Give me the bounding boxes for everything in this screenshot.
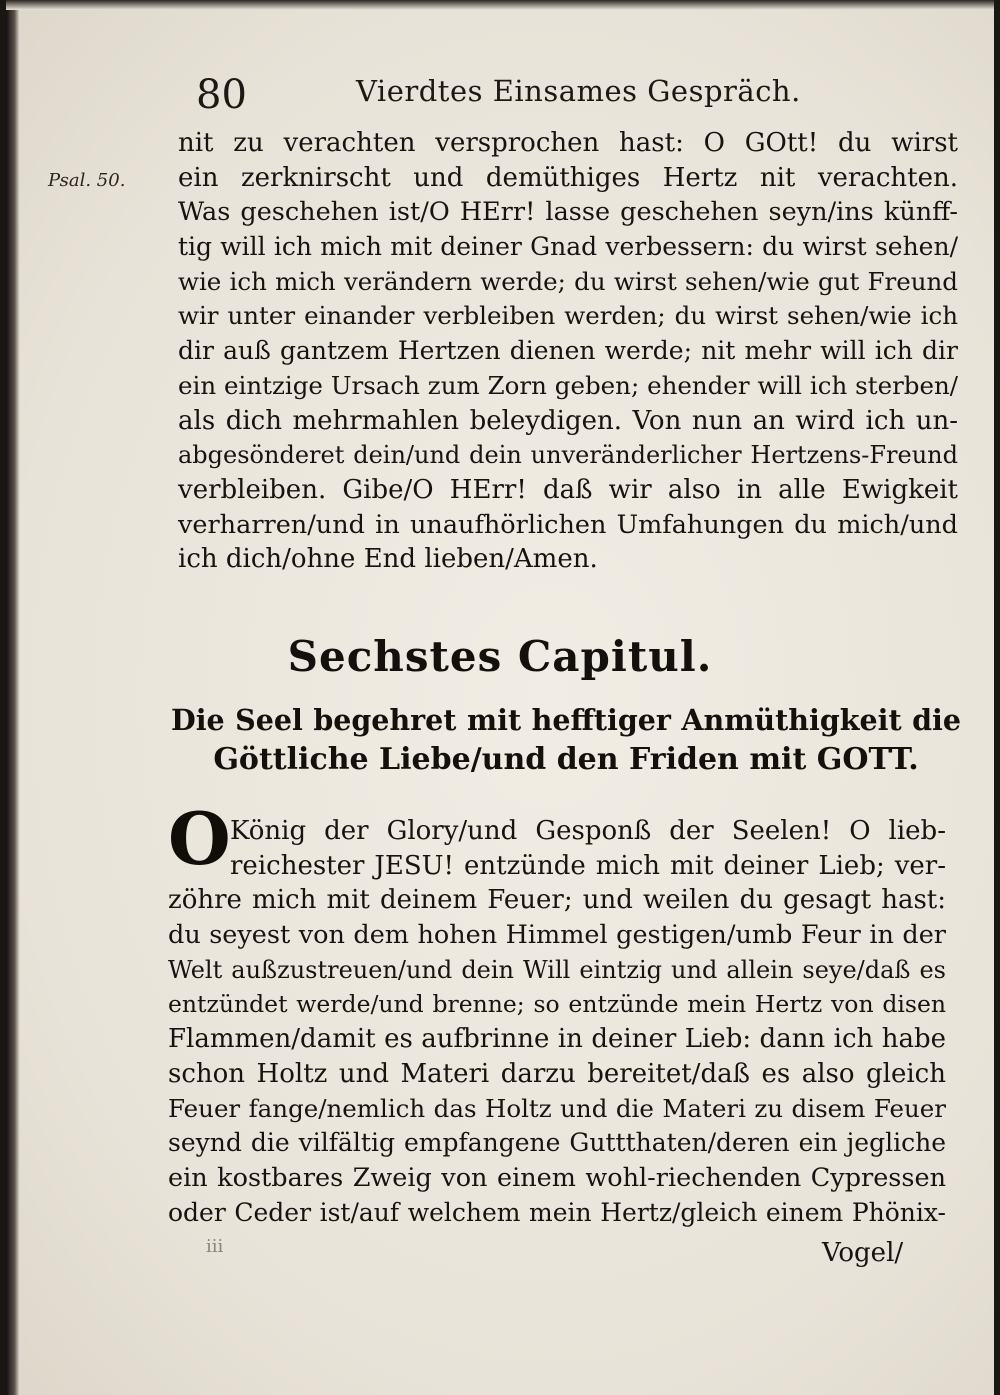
chapter-subtitle <box>171 700 961 780</box>
text-line: ein zerknirscht und demüthiges Hertz nit verachten. <box>178 162 958 193</box>
text-line: verharren/und in unaufhörlichen Umfahungen du mich/und <box>178 509 958 540</box>
text-line: reichester JESU! entzünde mich mit deiner Lieb; ver- <box>230 850 946 881</box>
subtitle-line: Die Seel begehret mit hefftiger Anmüthigkeit die <box>171 703 961 737</box>
text-line: König der Glory/und Gesponß der Seelen! O lieb- <box>230 816 946 846</box>
text-line: nit zu verachten versprochen hast: O GOtt! du wirst <box>178 128 958 158</box>
drop-cap-initial: O <box>168 796 231 881</box>
text-line: zöhre mich mit deinem Feuer; und weilen du gesagt hast: <box>168 885 946 916</box>
page-number: 80 <box>196 72 247 118</box>
text-line: oder Ceder ist/auf welchem mein Hertz/gleich einem Phönix- <box>168 1197 946 1227</box>
text-line: Was geschehen ist/O HErr! lasse geschehen seyn/ins künff- <box>178 197 958 228</box>
text-line: als dich mehrmahlen beleydigen. Von nun an wird ich un- <box>178 405 958 436</box>
text-line: abgesönderet dein/und dein unveränderlicher Hertzens-Freund <box>178 441 958 470</box>
text-line: verbleiben. Gibe/O HErr! daß wir also in alle Ewigkeit <box>178 474 958 505</box>
paragraph-2 <box>168 814 946 1230</box>
catchword: Vogel/ <box>822 1238 904 1268</box>
text-line: wir unter einander verbleiben werden; du wirst sehen/wie ich <box>178 301 958 331</box>
text-line: Feuer fange/nemlich das Holtz und die Materi zu disem Feuer <box>168 1093 946 1123</box>
text-line: entzündet werde/und brenne; so entzünde mein Hertz von disen <box>168 990 946 1019</box>
stray-mark: iii <box>206 1236 224 1257</box>
text-line: Flammen/damit es aufbrinne in deiner Lieb: dann ich habe <box>168 1024 946 1055</box>
text-line: tig will ich mich mit deiner Gnad verbessern: du wirst sehen/ <box>178 232 958 262</box>
paragraph-1 <box>178 126 958 577</box>
running-head: Vierdtes Einsames Gespräch. <box>356 74 801 108</box>
text-line: ich dich/ohne End lieben/Amen. <box>178 544 598 575</box>
text-line: wie ich mich verändern werde; du wirst sehen/wie gut Freund <box>178 266 958 296</box>
text-line: dir auß gantzem Hertzen dienen werde; nit mehr will ich dir <box>178 336 958 366</box>
page-top-edge-shadow <box>6 0 994 10</box>
book-page <box>6 0 994 1395</box>
marginal-note: Psal. 50. <box>48 170 126 191</box>
page-header <box>196 72 816 122</box>
page-left-edge-shadow <box>6 0 20 1395</box>
text-line: du seyest von dem hohen Himmel gestigen/umb Feur in der <box>168 920 946 951</box>
subtitle-line: Göttliche Liebe/und den Friden mit GOTT. <box>213 742 919 777</box>
chapter-title: Sechstes Capitul. <box>287 632 713 681</box>
text-line: ein kostbares Zweig von einem wohl-riechenden Cypressen <box>168 1162 946 1193</box>
text-line: Welt außzustreuen/und dein Will eintzig und allein seye/daß es <box>168 955 946 984</box>
text-line: seynd die vilfältig empfangene Guttthaten/deren ein jegliche <box>168 1128 946 1158</box>
text-line: schon Holtz und Materi darzu bereitet/daß es also gleich <box>168 1058 946 1089</box>
text-line: ein eintzige Ursach zum Zorn geben; ehender will ich sterben/ <box>178 370 958 400</box>
